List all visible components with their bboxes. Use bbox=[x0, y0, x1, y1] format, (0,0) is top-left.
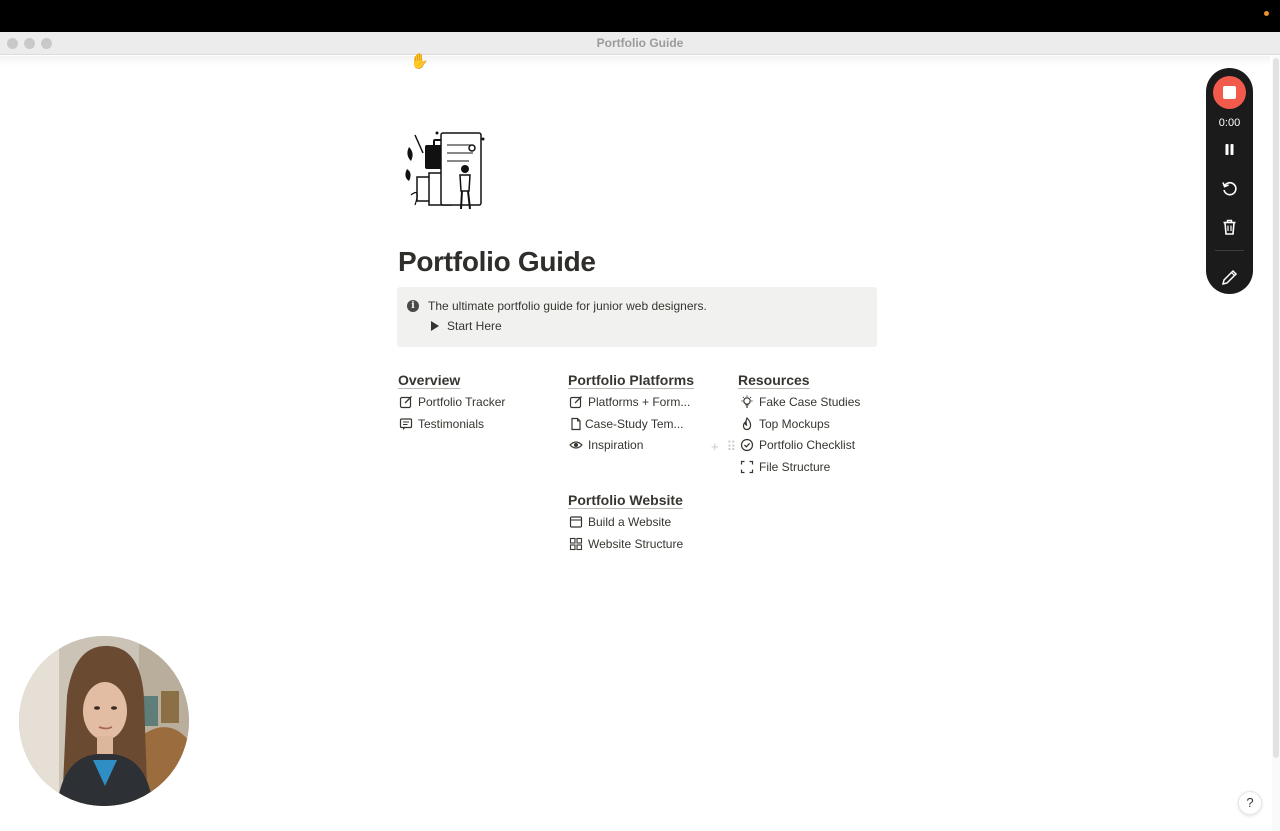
block-drag-handle[interactable] bbox=[711, 439, 736, 455]
trash-icon bbox=[1219, 217, 1240, 238]
flame-icon bbox=[740, 417, 754, 431]
browser-icon bbox=[569, 515, 583, 529]
page-link-top-mockups[interactable] bbox=[740, 415, 830, 433]
page-icon bbox=[569, 417, 581, 431]
page-link-label: Platforms + Form... bbox=[588, 395, 691, 409]
edit-icon bbox=[569, 395, 583, 409]
edit-icon bbox=[399, 395, 413, 409]
section-heading-portfolio-platforms[interactable]: Portfolio Platforms bbox=[568, 372, 695, 388]
pause-button[interactable] bbox=[1219, 139, 1240, 160]
chat-icon bbox=[399, 417, 413, 431]
page-link-label: Build a Website bbox=[588, 515, 672, 529]
callout-block[interactable] bbox=[397, 287, 877, 347]
window-title: Portfolio Guide bbox=[596, 36, 684, 50]
window-titlebar bbox=[0, 32, 1280, 55]
recording-indicator-dot bbox=[1264, 11, 1269, 16]
page-link-label: Portfolio Checklist bbox=[759, 438, 856, 452]
page-link-build-a-website[interactable] bbox=[569, 513, 671, 531]
webcam-bubble[interactable] bbox=[19, 636, 189, 806]
page-link-label: Website Structure bbox=[588, 537, 684, 551]
section-heading-overview[interactable]: Overview bbox=[398, 372, 461, 388]
section-heading-resources[interactable]: Resources bbox=[738, 372, 810, 388]
page-link-website-structure[interactable] bbox=[569, 535, 683, 553]
lightbulb-icon bbox=[740, 395, 754, 409]
drag-handle-icon[interactable]: ⠿ bbox=[726, 439, 737, 454]
frame-icon bbox=[740, 460, 754, 474]
check-circle-icon bbox=[740, 438, 754, 452]
help-button[interactable]: ? bbox=[1238, 791, 1262, 815]
page-link-inspiration[interactable] bbox=[569, 436, 643, 454]
info-icon: i bbox=[407, 300, 419, 312]
recording-timer: 0:00 bbox=[1218, 117, 1241, 129]
scrollbar-thumb[interactable] bbox=[1273, 58, 1279, 758]
delete-button[interactable] bbox=[1219, 217, 1240, 238]
page-link-case-study-template[interactable] bbox=[569, 415, 683, 433]
page-icon-illustration[interactable] bbox=[403, 125, 489, 215]
add-block-icon[interactable]: + bbox=[711, 439, 719, 454]
page-title[interactable]: Portfolio Guide bbox=[398, 246, 596, 277]
restart-button[interactable] bbox=[1219, 178, 1240, 199]
page-link-portfolio-checklist[interactable] bbox=[740, 436, 855, 454]
page-link-label: Portfolio Tracker bbox=[418, 395, 506, 409]
page-link-file-structure[interactable] bbox=[740, 458, 830, 476]
section-heading-portfolio-website[interactable]: Portfolio Website bbox=[568, 492, 683, 508]
pencil-icon bbox=[1219, 267, 1240, 288]
draw-button[interactable] bbox=[1219, 267, 1240, 288]
page-link-label: Top Mockups bbox=[759, 417, 830, 431]
eye-icon bbox=[569, 438, 583, 452]
start-here-toggle[interactable] bbox=[431, 318, 502, 334]
page-link-label: File Structure bbox=[759, 460, 831, 474]
screen-recorder-controls bbox=[1206, 68, 1253, 294]
recorder-divider bbox=[1215, 250, 1244, 251]
page-link-platforms-formats[interactable] bbox=[569, 393, 690, 411]
pause-icon bbox=[1219, 139, 1240, 160]
page-link-fake-case-studies[interactable] bbox=[740, 393, 860, 411]
scrollbar[interactable] bbox=[1272, 56, 1280, 831]
menu-bar bbox=[0, 0, 1280, 32]
webcam-person-image bbox=[19, 636, 189, 806]
grid-icon bbox=[569, 537, 583, 551]
page-link-label: Fake Case Studies bbox=[759, 395, 861, 409]
toggle-arrow-icon[interactable] bbox=[431, 321, 439, 331]
page-link-label: Inspiration bbox=[588, 438, 644, 452]
page-link-label: Case-Study Tem... bbox=[585, 417, 684, 431]
restart-icon bbox=[1219, 178, 1240, 199]
page-link-label: Testimonials bbox=[418, 417, 485, 431]
page-link-portfolio-tracker[interactable] bbox=[399, 393, 505, 411]
titlebar-shadow bbox=[0, 56, 1270, 66]
callout-text[interactable]: The ultimate portfolio guide for junior web designers. bbox=[428, 299, 707, 313]
page-link-testimonials[interactable] bbox=[399, 415, 484, 433]
toggle-label[interactable]: Start Here bbox=[447, 319, 502, 333]
stop-recording-button[interactable] bbox=[1213, 76, 1246, 109]
hand-cursor-icon: ✋ bbox=[410, 53, 429, 70]
